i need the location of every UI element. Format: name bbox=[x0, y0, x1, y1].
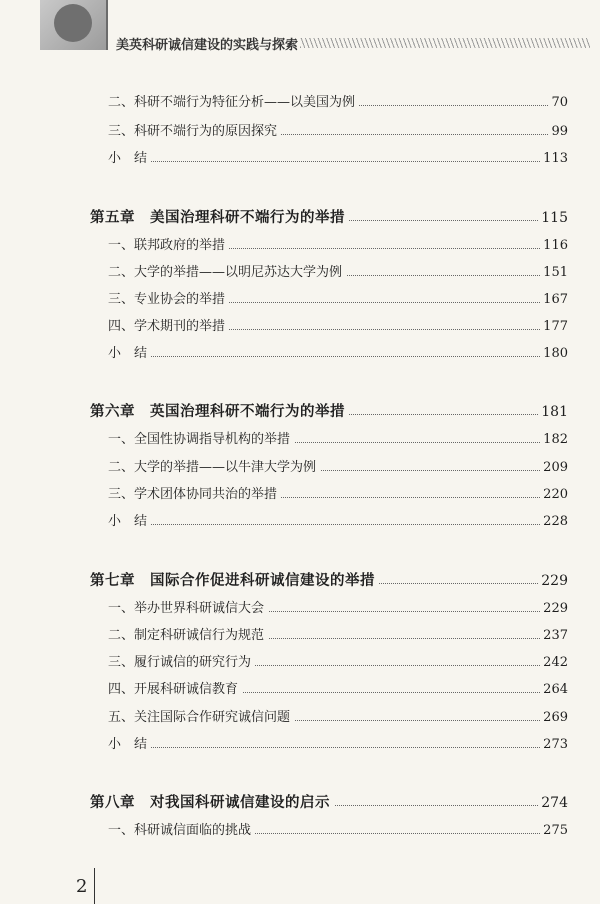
toc-section-row[interactable] bbox=[0, 734, 600, 756]
toc-page-number: 237 bbox=[540, 625, 568, 647]
toc-page-number: 181 bbox=[538, 401, 568, 423]
toc-section-row[interactable] bbox=[0, 121, 600, 143]
toc-section-title: 小 结 bbox=[108, 343, 151, 365]
toc-section-title: 二、制定科研诚信行为规范 bbox=[108, 625, 268, 647]
toc-section-row[interactable] bbox=[0, 484, 600, 506]
toc-section-title: 小 结 bbox=[108, 148, 151, 170]
toc-section-row[interactable] bbox=[0, 289, 600, 311]
toc-section-title: 四、学术期刊的举措 bbox=[108, 316, 229, 338]
toc-section-title: 三、履行诚信的研究行为 bbox=[108, 652, 255, 674]
toc-chapter-title: 第七章 国际合作促进科研诚信建设的举措 bbox=[90, 570, 379, 592]
toc-page-number: 180 bbox=[540, 343, 568, 365]
toc-page-number: 220 bbox=[540, 484, 568, 506]
toc-page-number: 209 bbox=[540, 457, 568, 479]
toc-section-row[interactable] bbox=[0, 343, 600, 365]
toc-section-row[interactable] bbox=[0, 262, 600, 284]
toc-page-number: 151 bbox=[540, 262, 568, 284]
toc-page-number: 167 bbox=[540, 289, 568, 311]
toc-section-row[interactable] bbox=[0, 457, 600, 479]
toc-page-number: 115 bbox=[538, 207, 568, 229]
toc-section-title: 三、科研不端行为的原因探究 bbox=[108, 121, 281, 143]
toc-section-row[interactable] bbox=[0, 316, 600, 338]
toc-page-number: 275 bbox=[540, 820, 568, 842]
toc-leader-dots bbox=[112, 356, 552, 357]
toc-page-number: 182 bbox=[540, 429, 568, 451]
toc-section-title: 一、联邦政府的举措 bbox=[108, 235, 229, 257]
toc-leader-dots bbox=[112, 747, 552, 748]
toc-leader-dots bbox=[112, 524, 552, 525]
running-header-title: 美英科研诚信建设的实践与探索 bbox=[116, 38, 299, 53]
toc-section-title: 一、全国性协调指导机构的举措 bbox=[108, 429, 294, 451]
toc-page-number: 228 bbox=[540, 511, 568, 533]
toc-section-title: 二、科研不端行为特征分析——以美国为例 bbox=[108, 92, 359, 114]
toc-section-row[interactable] bbox=[0, 820, 600, 842]
toc-section-row[interactable] bbox=[0, 92, 600, 114]
toc-page-number: 274 bbox=[538, 792, 568, 814]
toc-section-title: 四、开展科研诚信教育 bbox=[108, 679, 242, 701]
toc-page-number: 273 bbox=[540, 734, 568, 756]
toc-page-number: 70 bbox=[548, 92, 568, 114]
toc-chapter-row[interactable] bbox=[0, 570, 600, 592]
toc-chapter-row[interactable] bbox=[0, 207, 600, 229]
toc-section-row[interactable] bbox=[0, 679, 600, 701]
toc-page-number: 229 bbox=[540, 598, 568, 620]
toc-section-row[interactable] bbox=[0, 652, 600, 674]
toc-chapter-title: 第六章 英国治理科研不端行为的举措 bbox=[90, 401, 349, 423]
toc-page-number: 113 bbox=[540, 148, 568, 170]
toc-page-number: 264 bbox=[540, 679, 568, 701]
toc-page-number: 242 bbox=[540, 652, 568, 674]
page-number: 2 bbox=[76, 876, 88, 897]
toc-section-row[interactable] bbox=[0, 707, 600, 729]
toc-chapter-title: 第五章 美国治理科研不端行为的举措 bbox=[90, 207, 349, 229]
toc-section-title: 小 结 bbox=[108, 734, 151, 756]
toc-section-row[interactable] bbox=[0, 511, 600, 533]
toc-section-row[interactable] bbox=[0, 148, 600, 170]
toc-section-row[interactable] bbox=[0, 625, 600, 647]
toc-leader-dots bbox=[112, 161, 552, 162]
toc-page-number: 116 bbox=[540, 235, 568, 257]
toc-section-title: 五、关注国际合作研究诚信问题 bbox=[108, 707, 294, 729]
toc-page-number: 269 bbox=[540, 707, 568, 729]
page-number-divider bbox=[94, 868, 95, 904]
toc-page-number: 229 bbox=[538, 570, 568, 592]
toc-section-title: 三、专业协会的举措 bbox=[108, 289, 229, 311]
toc-page-number: 99 bbox=[548, 121, 568, 143]
toc-section-title: 一、举办世界科研诚信大会 bbox=[108, 598, 268, 620]
toc-section-title: 三、学术团体协同共治的举措 bbox=[108, 484, 281, 506]
toc-section-title: 二、大学的举措——以牛津大学为例 bbox=[108, 457, 320, 479]
toc-page-number: 177 bbox=[540, 316, 568, 338]
toc-section-title: 二、大学的举措——以明尼苏达大学为例 bbox=[108, 262, 346, 284]
toc-section-row[interactable] bbox=[0, 598, 600, 620]
toc-section-row[interactable] bbox=[0, 429, 600, 451]
toc-chapter-title: 第八章 对我国科研诚信建设的启示 bbox=[90, 792, 334, 814]
toc-section-title: 一、科研诚信面临的挑战 bbox=[108, 820, 255, 842]
toc-chapter-row[interactable] bbox=[0, 792, 600, 814]
toc-chapter-row[interactable] bbox=[0, 401, 600, 423]
toc-section-title: 小 结 bbox=[108, 511, 151, 533]
toc-section-row[interactable] bbox=[0, 235, 600, 257]
